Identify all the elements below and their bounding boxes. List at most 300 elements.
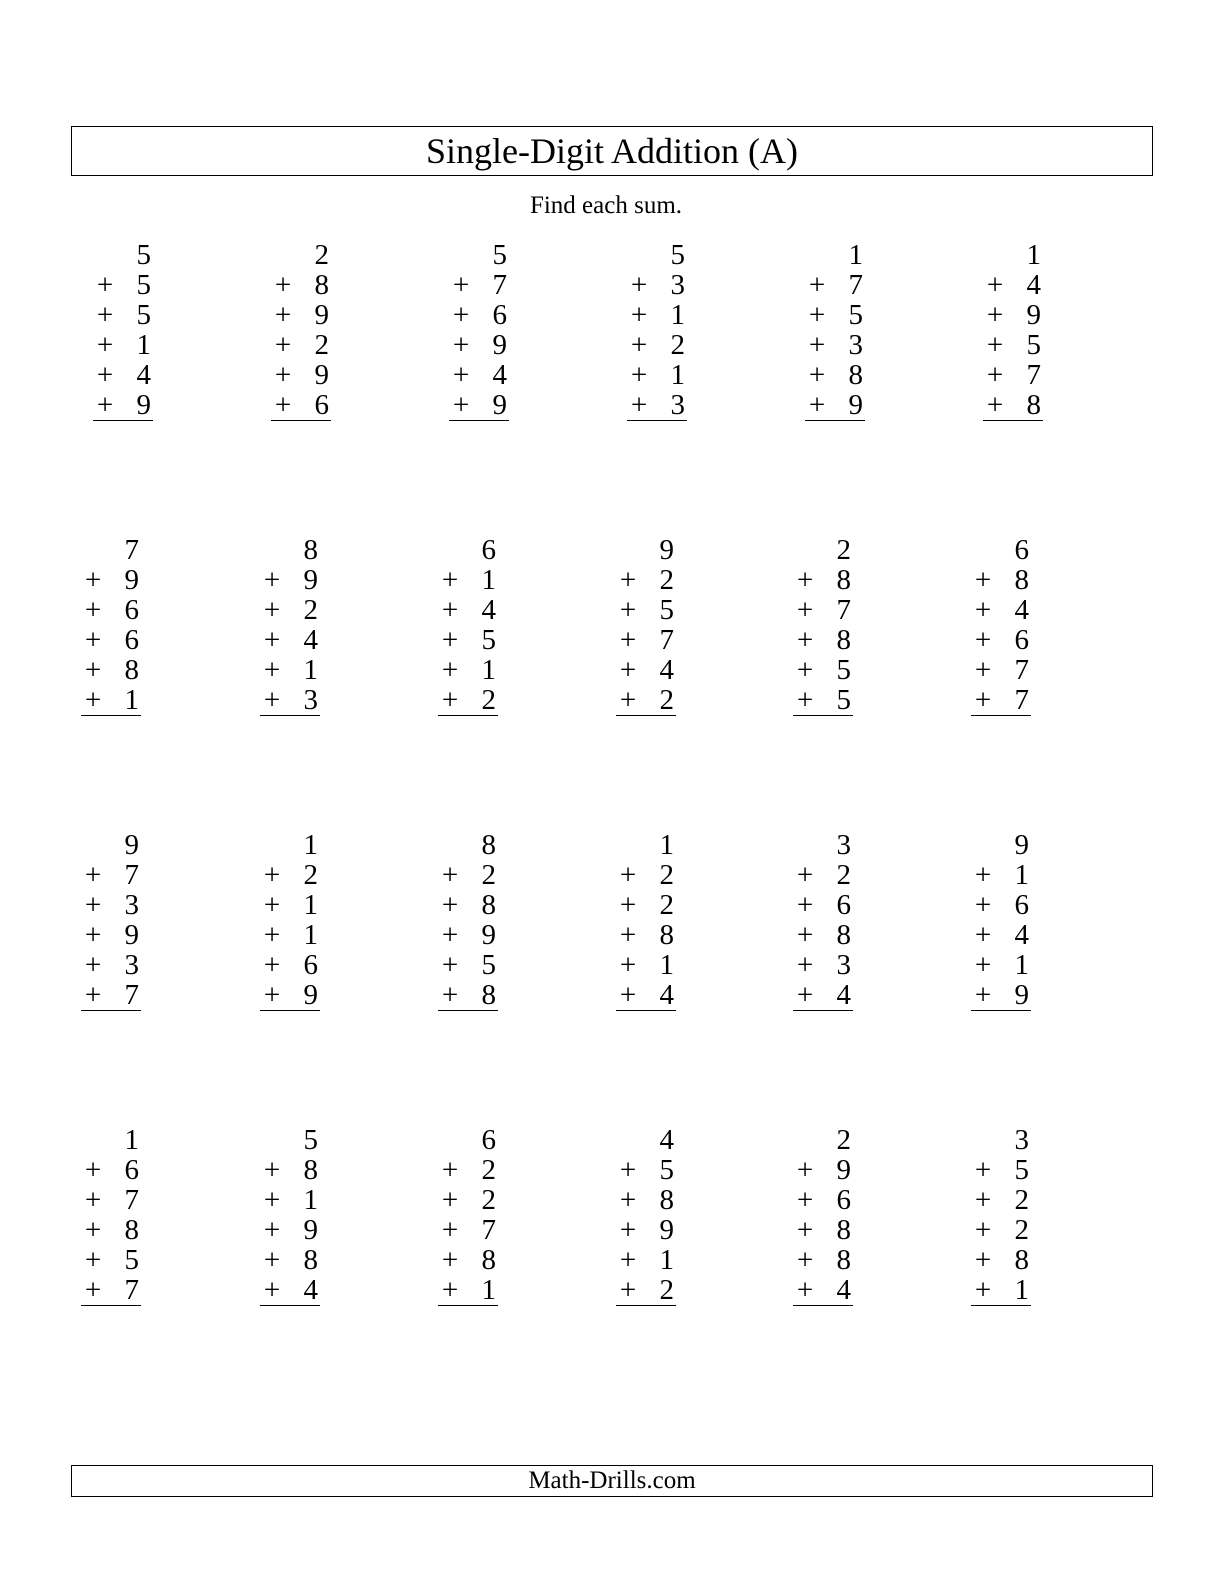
problem-line xyxy=(81,1245,141,1275)
problem-line xyxy=(260,860,320,890)
addend: 2 xyxy=(659,684,674,716)
addend: 4 xyxy=(659,654,674,686)
addend: 8 xyxy=(481,889,496,921)
problem-line xyxy=(971,890,1031,920)
problem-line xyxy=(260,565,320,595)
problem-line xyxy=(616,950,676,980)
addend: 5 xyxy=(670,239,685,271)
plus-sign: + xyxy=(84,1244,102,1276)
problem-line xyxy=(971,980,1031,1011)
plus-sign: + xyxy=(619,654,637,686)
addend: 1 xyxy=(303,654,318,686)
plus-sign: + xyxy=(96,299,114,331)
addend: 4 xyxy=(136,359,151,391)
plus-sign: + xyxy=(986,359,1004,391)
addend: 8 xyxy=(481,979,496,1011)
addend: 1 xyxy=(136,329,151,361)
addend: 2 xyxy=(1014,1214,1029,1246)
problem-line xyxy=(438,1275,498,1306)
problem-line xyxy=(805,300,865,330)
plus-sign: + xyxy=(619,949,637,981)
problem-line xyxy=(449,360,509,390)
problem-line xyxy=(793,950,853,980)
problem-line xyxy=(438,860,498,890)
problem-line xyxy=(449,270,509,300)
plus-sign: + xyxy=(619,564,637,596)
addend: 8 xyxy=(1014,1244,1029,1276)
plus-sign: + xyxy=(263,919,281,951)
addend: 2 xyxy=(314,329,329,361)
problem-line xyxy=(81,685,141,716)
plus-sign: + xyxy=(630,359,648,391)
problem-line xyxy=(793,920,853,950)
addend: 8 xyxy=(303,1244,318,1276)
problem-line xyxy=(260,1185,320,1215)
plus-sign: + xyxy=(441,919,459,951)
problem-line xyxy=(616,1275,676,1306)
problem xyxy=(971,535,1031,716)
problem-line xyxy=(93,330,153,360)
plus-sign: + xyxy=(84,594,102,626)
plus-sign: + xyxy=(619,1154,637,1186)
problem-line xyxy=(971,655,1031,685)
addend: 5 xyxy=(303,1124,318,1156)
problem-line xyxy=(793,625,853,655)
problem-line xyxy=(805,390,865,421)
plus-sign: + xyxy=(84,1274,102,1306)
problem-line xyxy=(793,980,853,1011)
addend: 5 xyxy=(481,624,496,656)
problem-line xyxy=(81,1215,141,1245)
addend: 9 xyxy=(492,329,507,361)
plus-sign: + xyxy=(619,919,637,951)
problem-line xyxy=(616,1215,676,1245)
problem-line xyxy=(793,595,853,625)
plus-sign: + xyxy=(974,979,992,1011)
addend: 2 xyxy=(481,1154,496,1186)
problem-line xyxy=(971,1275,1031,1306)
problem xyxy=(271,240,331,421)
addend: 1 xyxy=(659,829,674,861)
addend: 8 xyxy=(124,654,139,686)
problem-line xyxy=(971,1215,1031,1245)
plus-sign: + xyxy=(452,389,470,421)
plus-sign: + xyxy=(986,299,1004,331)
plus-sign: + xyxy=(796,654,814,686)
problem-line xyxy=(971,685,1031,716)
addend: 1 xyxy=(481,564,496,596)
problem xyxy=(616,1125,676,1306)
plus-sign: + xyxy=(974,1244,992,1276)
addend: 8 xyxy=(124,1214,139,1246)
plus-sign: + xyxy=(796,624,814,656)
addend: 9 xyxy=(124,564,139,596)
problem-line xyxy=(616,565,676,595)
plus-sign: + xyxy=(84,564,102,596)
plus-sign: + xyxy=(263,889,281,921)
plus-sign: + xyxy=(630,299,648,331)
problem-line xyxy=(438,980,498,1011)
problem-line xyxy=(616,1155,676,1185)
problem-line xyxy=(616,625,676,655)
plus-sign: + xyxy=(630,269,648,301)
addend: 1 xyxy=(481,654,496,686)
addend: 9 xyxy=(314,299,329,331)
addend: 2 xyxy=(303,859,318,891)
problem xyxy=(260,830,320,1011)
plus-sign: + xyxy=(974,949,992,981)
addend: 9 xyxy=(481,919,496,951)
plus-sign: + xyxy=(441,1184,459,1216)
problem-line xyxy=(438,1155,498,1185)
problem-line xyxy=(971,535,1031,565)
problem-line xyxy=(81,1125,141,1155)
addend: 7 xyxy=(124,534,139,566)
plus-sign: + xyxy=(986,269,1004,301)
problem-line xyxy=(971,595,1031,625)
addend: 2 xyxy=(836,859,851,891)
addend: 1 xyxy=(1014,1274,1029,1306)
addend: 4 xyxy=(303,624,318,656)
addend: 5 xyxy=(659,1154,674,1186)
problem xyxy=(438,1125,498,1306)
addend: 9 xyxy=(1014,829,1029,861)
problem-line xyxy=(81,980,141,1011)
problem-line xyxy=(616,860,676,890)
problem-line xyxy=(793,565,853,595)
plus-sign: + xyxy=(274,299,292,331)
plus-sign: + xyxy=(452,359,470,391)
problem-line xyxy=(616,595,676,625)
addend: 9 xyxy=(848,389,863,421)
addend: 5 xyxy=(659,594,674,626)
addend: 6 xyxy=(481,534,496,566)
addend: 8 xyxy=(303,1154,318,1186)
addend: 9 xyxy=(303,979,318,1011)
addend: 8 xyxy=(836,624,851,656)
plus-sign: + xyxy=(84,919,102,951)
addend: 9 xyxy=(303,1214,318,1246)
addend: 1 xyxy=(1014,949,1029,981)
addend: 3 xyxy=(836,829,851,861)
problem-line xyxy=(260,535,320,565)
plus-sign: + xyxy=(796,1244,814,1276)
problem-line xyxy=(260,1275,320,1306)
addend: 6 xyxy=(124,624,139,656)
plus-sign: + xyxy=(619,1214,637,1246)
problem xyxy=(260,1125,320,1306)
plus-sign: + xyxy=(619,1274,637,1306)
problem-line xyxy=(438,595,498,625)
problem-line xyxy=(93,300,153,330)
plus-sign: + xyxy=(796,684,814,716)
plus-sign: + xyxy=(96,329,114,361)
plus-sign: + xyxy=(441,889,459,921)
addend: 2 xyxy=(659,889,674,921)
problem-line xyxy=(271,330,331,360)
plus-sign: + xyxy=(96,359,114,391)
plus-sign: + xyxy=(974,1214,992,1246)
problem-line xyxy=(793,1275,853,1306)
addend: 2 xyxy=(1014,1184,1029,1216)
problem-line xyxy=(971,920,1031,950)
plus-sign: + xyxy=(263,1244,281,1276)
problem-line xyxy=(793,1155,853,1185)
instructions: Find each sum. xyxy=(529,192,683,219)
addend: 3 xyxy=(124,949,139,981)
problem-line xyxy=(438,685,498,716)
problem-line xyxy=(805,240,865,270)
addend: 2 xyxy=(659,1274,674,1306)
addend: 2 xyxy=(836,534,851,566)
problem-line xyxy=(438,625,498,655)
addend: 7 xyxy=(1026,359,1041,391)
problem-line xyxy=(616,1245,676,1275)
plus-sign: + xyxy=(263,564,281,596)
problem-line xyxy=(271,240,331,270)
problem-line xyxy=(983,270,1043,300)
problem-line xyxy=(616,535,676,565)
problem-line xyxy=(793,1125,853,1155)
problem-line xyxy=(93,360,153,390)
addend: 2 xyxy=(481,859,496,891)
addend: 5 xyxy=(848,299,863,331)
problem-line xyxy=(260,980,320,1011)
addend: 4 xyxy=(303,1274,318,1306)
problem-line xyxy=(971,565,1031,595)
problem-line xyxy=(81,860,141,890)
plus-sign: + xyxy=(84,624,102,656)
addend: 8 xyxy=(836,919,851,951)
addend: 9 xyxy=(1026,299,1041,331)
addend: 2 xyxy=(659,564,674,596)
addend: 2 xyxy=(481,684,496,716)
plus-sign: + xyxy=(274,269,292,301)
plus-sign: + xyxy=(84,979,102,1011)
plus-sign: + xyxy=(263,654,281,686)
addend: 5 xyxy=(836,654,851,686)
addend: 2 xyxy=(303,594,318,626)
addend: 4 xyxy=(492,359,507,391)
problem-line xyxy=(805,330,865,360)
problem xyxy=(793,1125,853,1306)
plus-sign: + xyxy=(796,594,814,626)
plus-sign: + xyxy=(796,919,814,951)
problem-line xyxy=(627,360,687,390)
problem-line xyxy=(627,330,687,360)
addend: 9 xyxy=(836,1154,851,1186)
problem-line xyxy=(260,1155,320,1185)
problem-line xyxy=(81,535,141,565)
plus-sign: + xyxy=(441,594,459,626)
plus-sign: + xyxy=(263,1214,281,1246)
problem-line xyxy=(627,300,687,330)
problem xyxy=(627,240,687,421)
addend: 4 xyxy=(836,979,851,1011)
worksheet-title: Single-Digit Addition (A) xyxy=(71,126,1153,176)
plus-sign: + xyxy=(796,1154,814,1186)
problem-line xyxy=(438,830,498,860)
problem-line xyxy=(616,1185,676,1215)
addend: 9 xyxy=(124,919,139,951)
plus-sign: + xyxy=(974,564,992,596)
addend: 6 xyxy=(481,1124,496,1156)
addend: 1 xyxy=(481,1274,496,1306)
addend: 6 xyxy=(314,389,329,421)
addend: 8 xyxy=(836,564,851,596)
problem-line xyxy=(93,270,153,300)
problem xyxy=(616,535,676,716)
problem-line xyxy=(793,890,853,920)
addend: 3 xyxy=(670,269,685,301)
addend: 4 xyxy=(481,594,496,626)
problem-line xyxy=(983,360,1043,390)
addend: 1 xyxy=(659,1244,674,1276)
plus-sign: + xyxy=(452,299,470,331)
problem-line xyxy=(81,950,141,980)
problem-line xyxy=(793,860,853,890)
plus-sign: + xyxy=(986,389,1004,421)
plus-sign: + xyxy=(274,329,292,361)
addend: 5 xyxy=(136,299,151,331)
problem-line xyxy=(81,830,141,860)
problem xyxy=(971,830,1031,1011)
plus-sign: + xyxy=(441,654,459,686)
addend: 9 xyxy=(1014,979,1029,1011)
addend: 8 xyxy=(481,1244,496,1276)
plus-sign: + xyxy=(84,1214,102,1246)
problem-line xyxy=(983,390,1043,421)
addend: 1 xyxy=(303,829,318,861)
plus-sign: + xyxy=(796,1184,814,1216)
addend: 8 xyxy=(303,534,318,566)
problem-line xyxy=(260,830,320,860)
addend: 9 xyxy=(659,1214,674,1246)
problem-line xyxy=(260,625,320,655)
addend: 9 xyxy=(303,564,318,596)
plus-sign: + xyxy=(84,889,102,921)
addend: 5 xyxy=(1026,329,1041,361)
problem xyxy=(260,535,320,716)
plus-sign: + xyxy=(974,889,992,921)
addend: 7 xyxy=(1014,654,1029,686)
addend: 3 xyxy=(124,889,139,921)
addend: 6 xyxy=(1014,889,1029,921)
addend: 3 xyxy=(848,329,863,361)
plus-sign: + xyxy=(796,564,814,596)
addend: 4 xyxy=(659,979,674,1011)
problem-line xyxy=(81,1185,141,1215)
plus-sign: + xyxy=(796,949,814,981)
problem-line xyxy=(971,625,1031,655)
plus-sign: + xyxy=(263,594,281,626)
problem-line xyxy=(449,300,509,330)
problem xyxy=(616,830,676,1011)
addend: 8 xyxy=(314,269,329,301)
addend: 5 xyxy=(1014,1154,1029,1186)
addend: 2 xyxy=(836,1124,851,1156)
addend: 2 xyxy=(314,239,329,271)
problem-line xyxy=(627,270,687,300)
problem-line xyxy=(81,565,141,595)
addend: 2 xyxy=(481,1184,496,1216)
addend: 8 xyxy=(848,359,863,391)
problem xyxy=(81,830,141,1011)
addend: 9 xyxy=(136,389,151,421)
plus-sign: + xyxy=(619,859,637,891)
plus-sign: + xyxy=(441,979,459,1011)
addend: 7 xyxy=(659,624,674,656)
addend: 4 xyxy=(1026,269,1041,301)
plus-sign: + xyxy=(263,1184,281,1216)
problem-line xyxy=(260,1215,320,1245)
problem-line xyxy=(260,950,320,980)
problem-line xyxy=(627,240,687,270)
problem-line xyxy=(260,595,320,625)
plus-sign: + xyxy=(974,684,992,716)
addend: 4 xyxy=(1014,594,1029,626)
addend: 1 xyxy=(670,359,685,391)
plus-sign: + xyxy=(263,949,281,981)
plus-sign: + xyxy=(441,624,459,656)
addend: 5 xyxy=(136,239,151,271)
problem-line xyxy=(260,1245,320,1275)
plus-sign: + xyxy=(619,979,637,1011)
problem xyxy=(983,240,1043,421)
problem-line xyxy=(616,920,676,950)
plus-sign: + xyxy=(808,329,826,361)
addend: 4 xyxy=(1014,919,1029,951)
problem-line xyxy=(793,535,853,565)
problem-line xyxy=(81,625,141,655)
problem-line xyxy=(438,535,498,565)
plus-sign: + xyxy=(263,859,281,891)
problem-line xyxy=(793,1245,853,1275)
problem-line xyxy=(81,595,141,625)
problem-line xyxy=(971,1245,1031,1275)
plus-sign: + xyxy=(808,269,826,301)
problem-line xyxy=(616,655,676,685)
plus-sign: + xyxy=(808,389,826,421)
plus-sign: + xyxy=(263,684,281,716)
plus-sign: + xyxy=(263,979,281,1011)
addend: 1 xyxy=(670,299,685,331)
plus-sign: + xyxy=(619,889,637,921)
addend: 1 xyxy=(659,949,674,981)
addend: 1 xyxy=(303,1184,318,1216)
plus-sign: + xyxy=(619,624,637,656)
problem-line xyxy=(449,240,509,270)
problem-line xyxy=(438,1185,498,1215)
addend: 8 xyxy=(1026,389,1041,421)
addend: 6 xyxy=(836,1184,851,1216)
plus-sign: + xyxy=(986,329,1004,361)
problem-line xyxy=(260,685,320,716)
problem-line xyxy=(438,655,498,685)
problem-line xyxy=(260,890,320,920)
addend: 8 xyxy=(659,919,674,951)
plus-sign: + xyxy=(263,1154,281,1186)
addend: 2 xyxy=(670,329,685,361)
problem-line xyxy=(983,330,1043,360)
plus-sign: + xyxy=(796,859,814,891)
addend: 6 xyxy=(124,1154,139,1186)
plus-sign: + xyxy=(796,979,814,1011)
problem xyxy=(438,830,498,1011)
addend: 7 xyxy=(124,859,139,891)
problem-line xyxy=(449,390,509,421)
plus-sign: + xyxy=(84,1184,102,1216)
